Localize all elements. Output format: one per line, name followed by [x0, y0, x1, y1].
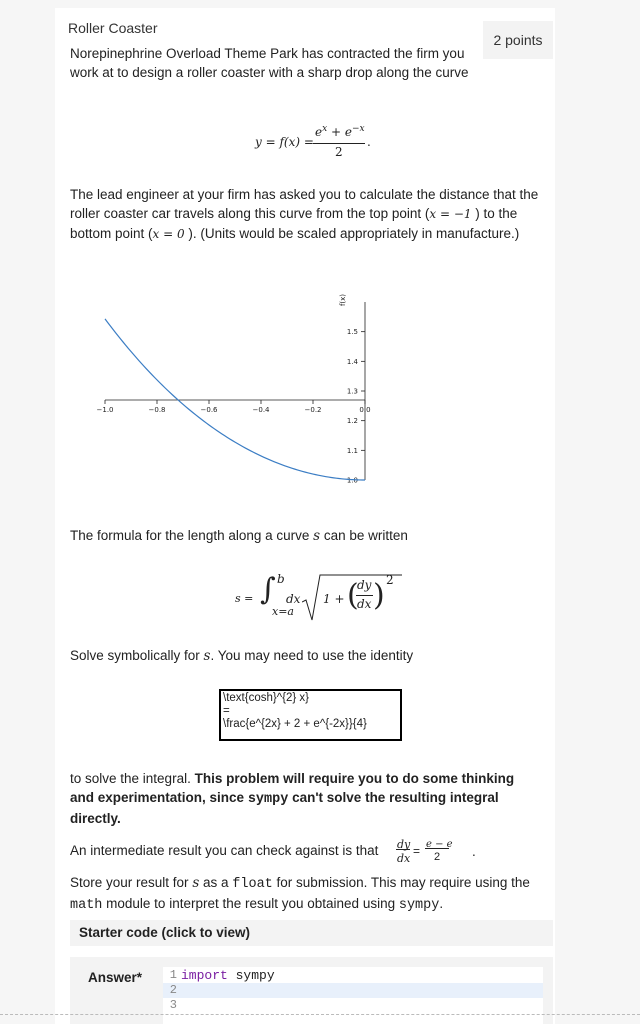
points-badge: 2 points: [483, 21, 553, 59]
series-line: [105, 319, 365, 480]
eq1-denominator: 2: [335, 145, 343, 159]
eq2-lower: x=a: [272, 605, 294, 618]
y-tick-label: 1.3: [346, 387, 358, 396]
intro-paragraph: Norepinephrine Overload Theme Park has contracted the firm you work at to design a roller coaster with a sharp drop along the curve: [70, 46, 469, 80]
eq2-dxf: dx: [357, 597, 372, 611]
x-tick-label: −0.2: [304, 406, 322, 414]
code-lines[interactable]: [181, 968, 275, 983]
starter-code-toggle[interactable]: Starter code (click to view): [70, 920, 553, 946]
formula-intro: The formula for the length along a curve s can be written: [70, 528, 408, 544]
y-tick-label: 1.0: [346, 476, 358, 485]
eq2-paren-close: ): [373, 578, 385, 613]
integral-hint-paragraph: to solve the integral. This problem will require you to do some thinking and experimentation, since sympy can't solve the resulting integral directly.: [70, 771, 515, 826]
eq2-upper: b: [277, 572, 285, 586]
integral-sign-icon: ∫: [260, 572, 276, 607]
y-tick-label: 1.4: [346, 357, 358, 366]
eq1-lhs: y = f(x) =: [255, 135, 314, 149]
eq1-fraction-bar: [313, 143, 365, 144]
intermediate-result: An intermediate result you can check against is that dy dx = e − e 2 .: [70, 838, 476, 865]
eq1-numerator: $e^x + e^{-x}$: [315, 124, 365, 139]
arc-length-formula: [230, 572, 400, 632]
eq2-fraction-bar: [356, 595, 373, 596]
question-title: Roller Coaster: [68, 20, 158, 36]
eq2-one-plus: 1 +: [323, 592, 345, 606]
active-line-highlight: [163, 983, 543, 998]
solve-paragraph: Solve symbolically for s. You may need to use the identity: [70, 648, 414, 664]
y-tick-label: 1.1: [346, 446, 358, 455]
x-tick-label: −1.0: [96, 406, 114, 414]
x-tick-label: −0.6: [200, 406, 218, 414]
x-tick-label: −0.4: [252, 406, 270, 414]
y-tick-label: 1.5: [346, 328, 358, 337]
code-line-1[interactable]: import sympy: [181, 968, 275, 983]
latex-line-1: \text{cosh}^{2} x}: [223, 692, 309, 704]
eq2-dx: dx: [286, 592, 301, 606]
latex-line-2: =: [223, 705, 230, 717]
eq2-dy: dy: [357, 578, 372, 592]
latex-line-3: \frac{e^{2x} + 2 + e^{-2x}}{4}: [223, 718, 367, 730]
eq2-power: 2: [386, 573, 394, 587]
y-tick-label: 1.2: [346, 417, 358, 426]
identity-latex-box: [219, 689, 402, 741]
y-axis-label: f(x): [339, 293, 347, 307]
task-paragraph: The lead engineer at your firm has asked you to calculate the distance that the roller coaster car travels along this curve from the top point (x = −1 ) to the bottom point (x = 0 ). (Units would be scaled appropriately in manufacture.): [70, 187, 539, 241]
line-number-gutter: 1 2 3: [169, 968, 177, 1012]
answer-label: Answer*: [88, 970, 143, 985]
eq1-dot: .: [367, 135, 371, 149]
curve-chart: [95, 290, 385, 490]
function-equation: [255, 124, 385, 164]
store-result-paragraph: Store your result for s as a float for submission. This may require using the math module to interpret the result you obtained using sympy.: [70, 875, 530, 913]
eq2-paren-open: (: [347, 578, 359, 613]
x-tick-label: 0.0: [359, 406, 371, 414]
eq2-s: s =: [235, 592, 254, 605]
page-divider: [0, 1014, 640, 1015]
x-tick-label: −0.8: [148, 406, 166, 414]
code-editor[interactable]: [163, 967, 543, 1024]
